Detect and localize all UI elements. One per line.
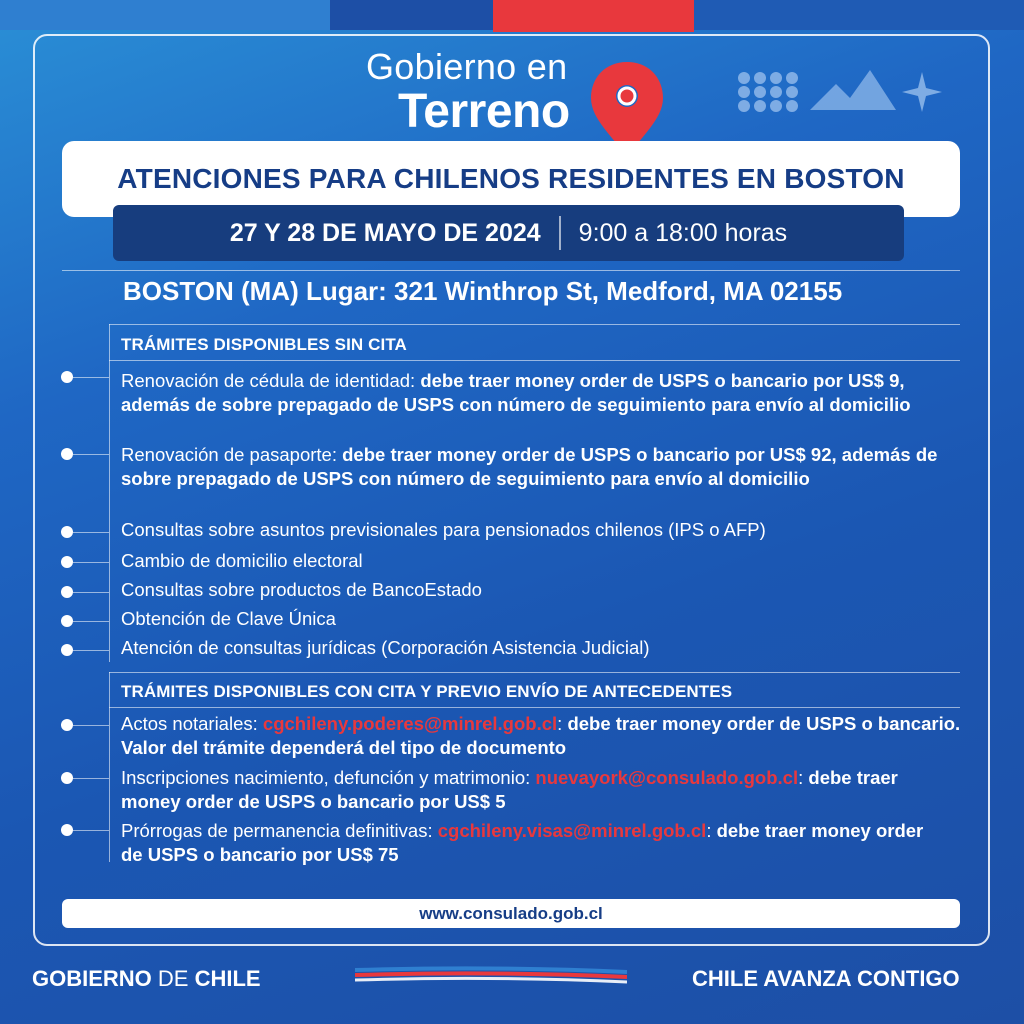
event-location: BOSTON (MA) Lugar: 321 Winthrop St, Medford, MA 02155 [123,276,843,306]
divider [109,324,960,325]
list-item-text: debe traer money order de USPS o bancario por US$ 92, además de sobre prepagado de USPS con número de seguimiento para envío al domicilio [121,444,938,489]
footer-word: GOBIERNO [32,966,152,991]
bullet-connector [73,377,109,378]
bullet-connector [73,778,109,779]
bullet-icon [61,556,73,568]
decorative-graphic [736,64,946,116]
footer-gobierno-de-chile [32,966,261,992]
list-item-text: Renovación de pasaporte: [121,444,343,465]
list-item-text: Cambio de domicilio electoral [121,550,363,571]
website-banner[interactable] [62,899,960,928]
divider [109,672,960,673]
bullet-connector [73,592,109,593]
bullet-connector [73,454,109,455]
footer-stripes-graphic [355,964,627,984]
dots-pattern-icon [738,72,798,112]
list-item-text: debe traer money order de USPS o bancario por US$ 75 [121,820,924,865]
section-heading-con-cita: TRÁMITES DISPONIBLES CON CITA Y PREVIO ENVÍO DE ANTECEDENTES [121,682,733,701]
list-item-text: Consultas sobre productos de BancoEstado [121,579,482,600]
bullet-icon [61,615,73,627]
list-item [121,369,961,417]
list-item [121,819,931,867]
section-heading-sin-cita: TRÁMITES DISPONIBLES SIN CITA [121,335,407,354]
top-stripe-right [694,0,1024,30]
bullet-connector [73,621,109,622]
event-hours: 9:00 a 18:00 horas [578,218,788,247]
footer-word: CHILE [194,966,261,991]
list-item-text: debe traer money order de USPS o bancario por US$ 5 [121,767,898,812]
top-stripe-left [0,0,330,30]
bullet-icon [61,824,73,836]
email-link[interactable]: nuevayork@consulado.gob.cl [535,767,799,788]
list-item-text: Renovación de cédula de identidad: [121,370,421,391]
list-item [121,443,951,491]
list-item-text: Inscripciones nacimiento, defunción y matrimonio: [121,767,536,788]
brand-subtitle: Gobierno en [366,46,568,87]
list-item [121,518,971,542]
sparkle-icon [902,72,942,112]
bullet-connector [73,725,109,726]
list-item-text: : [557,713,568,734]
footer-slogan: CHILE AVANZA CONTIGO [692,966,960,991]
list-item-text: Atención de consultas jurídicas (Corporación Asistencia Judicial) [121,637,650,658]
list-item [121,578,971,602]
bullet-icon [61,586,73,598]
list-item-text: : [798,767,809,788]
website-link[interactable]: www.consulado.gob.cl [419,903,603,923]
bullet-connector [73,532,109,533]
list-item-text: Prórrogas de permanencia definitivas: [121,820,438,841]
page-title: ATENCIONES PARA CHILENOS RESIDENTES EN BOSTON [117,163,905,194]
section-rail [109,672,110,862]
list-item-text: debe traer money order de USPS o bancario. Valor del trámite dependerá del tipo de documento [121,713,961,758]
divider [62,270,960,271]
list-item-text: : [706,820,717,841]
mountains-icon [810,70,896,110]
divider [109,707,960,708]
list-item-text: Actos notariales: [121,713,263,734]
divider [109,360,960,361]
top-stripe-blue [330,0,493,30]
date-separator [559,216,561,250]
bullet-icon [61,772,73,784]
bullet-icon [61,719,73,731]
bullet-icon [61,448,73,460]
bullet-connector [73,650,109,651]
list-item [121,607,971,631]
bullet-icon [61,644,73,656]
bullet-icon [61,371,73,383]
bullet-connector [73,562,109,563]
list-item [121,636,971,660]
event-dates: 27 Y 28 DE MAYO DE 2024 [229,218,541,247]
section-rail [109,324,110,662]
date-bar [113,205,904,261]
email-link[interactable]: cgchileny.visas@minrel.gob.cl [437,820,707,841]
bullet-icon [61,526,73,538]
list-item [121,712,971,760]
list-item-text: debe traer money order de USPS o bancario por US$ 9, además de sobre prepagado de USPS con número de seguimiento para envío al domicilio [121,370,911,415]
list-item-text: Obtención de Clave Única [121,608,336,629]
bullet-connector [73,830,109,831]
top-stripe-red [493,0,694,32]
list-item [121,549,971,573]
email-link[interactable]: cgchileny.poderes@minrel.gob.cl [262,713,558,734]
list-item [121,766,961,814]
brand-title: Terreno [398,85,570,138]
list-item-text: Consultas sobre asuntos previsionales para pensionados chilenos (IPS o AFP) [121,519,766,540]
footer-word: DE [151,966,195,991]
